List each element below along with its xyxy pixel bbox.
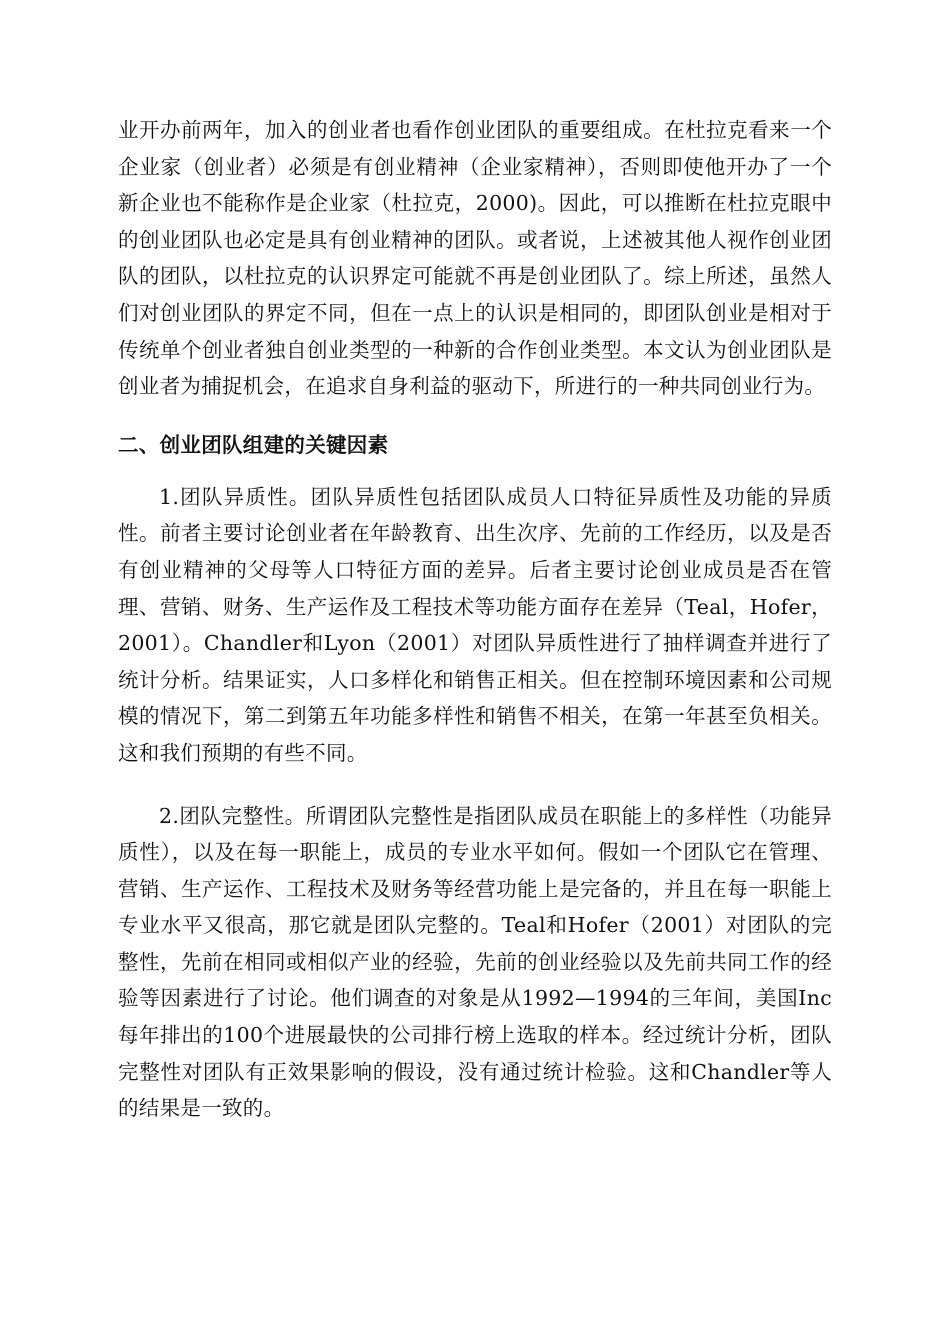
paragraph-team-heterogeneity: 1.团队异质性。团队异质性包括团队成员人口特征异质性及功能的异质性。前者主要讨论创业者在年龄教育、出生次序、先前的工作经历，以及是否有创业精神的父母等人口特征方面的差异。后者主要讨论创业成员是否在管理、营销、财务、生产运作及工程技术等功能方面存在差异（Teal，Hofer，2001）。Chandler和Lyon（2001）对团队异质性进行了抽样调查并进行了统计分析。结果证实，人口多样化和销售正相关。但在控制环境因素和公司规模的情况下，第二到第五年功能多样性和销售不相关，在第一年甚至负相关。这和我们预期的有些不同。	[118, 484, 832, 765]
paragraph-team-definition: 业开办前两年，加入的创业者也看作创业团队的重要组成。在杜拉克看来一个企业家（创业者）必须是有创业精神（企业家精神），否则即使他开办了一个新企业也不能称作是企业家（杜拉克，2000)。因此，可以推断在杜拉克眼中的创业团队也必定是具有创业精神的团队。或者说，上述被其他人视作创业团队的团队，以杜拉克的认识界定可能就不再是创业团队了。综上所述，虽然人们对创业团队的界定不同，但在一点上的认识是相同的，即团队创业是相对于传统单个创业者独自创业类型的一种新的合作创业类型。本文认为创业团队是创业者为捕捉机会，在追求自身利益的驱动下，所进行的一种共同创业行为。	[118, 118, 832, 399]
section-heading: 二、创业团队组建的关键因素	[118, 432, 389, 457]
document-body	[118, 112, 832, 1127]
paragraph-team-completeness: 2.团队完整性。所谓团队完整性是指团队成员在职能上的多样性（功能异质性），以及在每一职能上，成员的专业水平如何。假如一个团队它在管理、营销、生产运作、工程技术及财务等经营功能上是完备的，并且在每一职能上专业水平又很高，那它就是团队完整的。Teal和Hofer（2001）对团队的完整性，先前在相同或相似产业的经验，先前的创业经验以及先前共同工作的经验等因素进行了讨论。他们调查的对象是从1992—1994的三年间，美国Inc每年排出的100个进展最快的公司排行榜上选取的样本。经过统计分析，团队完整性对团队有正效果影响的假设，没有通过统计检验。这和Chandler等人的结果是一致的。	[118, 803, 832, 1121]
